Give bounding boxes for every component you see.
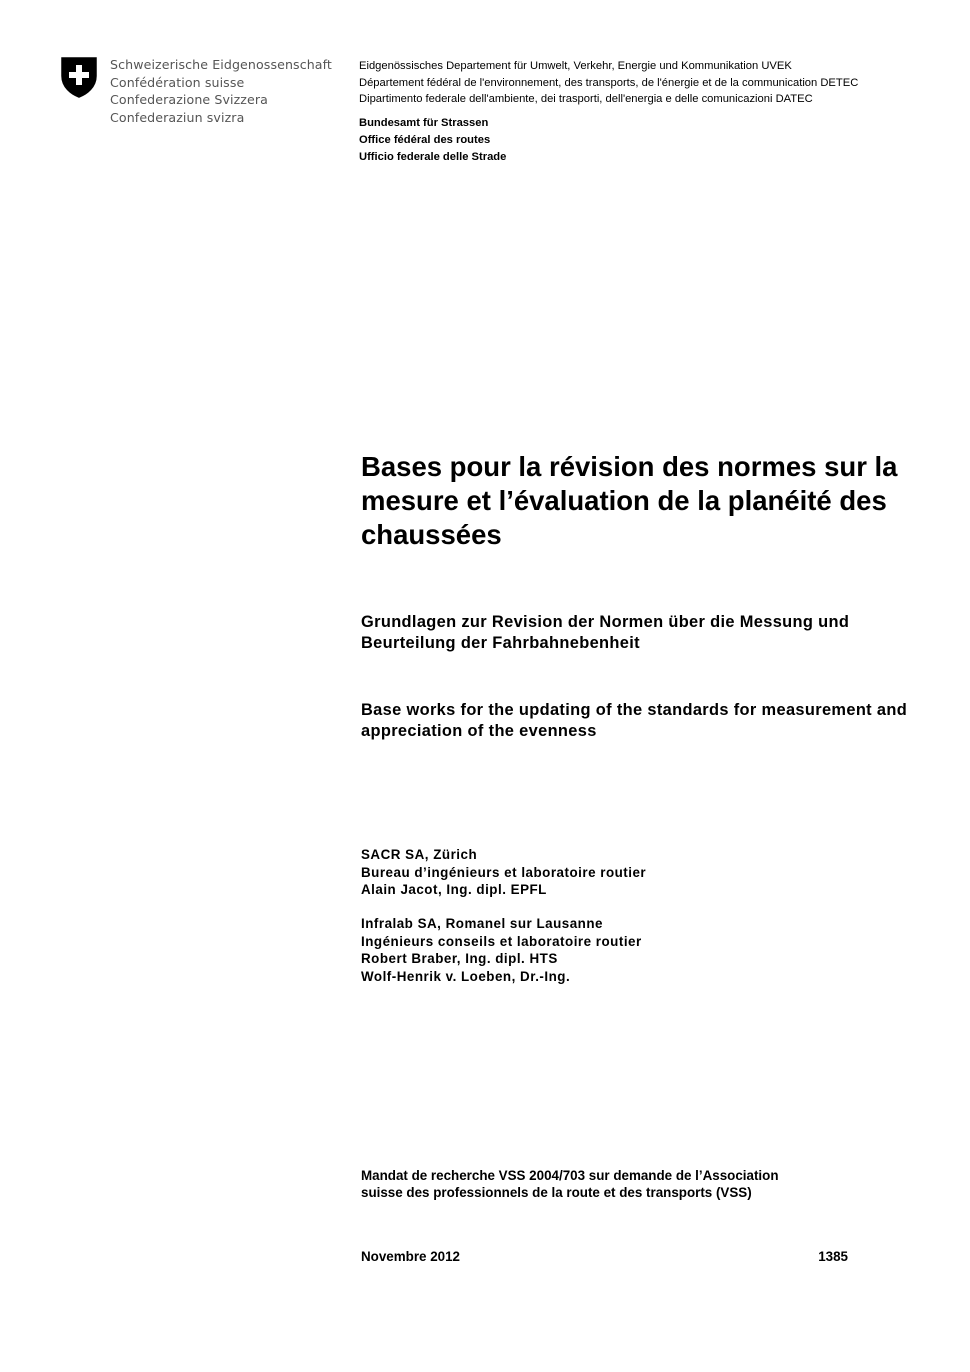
confederation-names bbox=[110, 56, 332, 126]
swiss-cross-shield-icon bbox=[60, 56, 98, 98]
title-german: Grundlagen zur Revision der Normen über die Messung und Beurteilung der Fahrbahnebenheit bbox=[361, 613, 850, 652]
department-line-de: Eidgenössisches Departement für Umwelt, Verkehr, Energie und Kommunikation UVEK bbox=[359, 60, 792, 72]
author-infralab-person-1: Robert Braber, Ing. dipl. HTS bbox=[361, 951, 558, 967]
author-infralab-description: Ingénieurs conseils et laboratoire routier bbox=[361, 933, 642, 949]
title-english: Base works for the updating of the standards for measurement and appreciation of the evenness bbox=[361, 701, 908, 740]
confederation-name-fr: Confédération suisse bbox=[110, 74, 245, 90]
author-sacr-person: Alain Jacot, Ing. dipl. EPFL bbox=[361, 882, 547, 898]
author-infralab-company: Infralab SA, Romanel sur Lausanne bbox=[361, 916, 603, 931]
confederation-name-it: Confederazione Svizzera bbox=[110, 92, 268, 107]
office-line-it: Ufficio federale delle Strade bbox=[359, 150, 507, 163]
author-group-sacr bbox=[361, 846, 921, 899]
author-group-infralab bbox=[361, 915, 921, 985]
mandate-line-2: suisse des professionnels de la route et des transports (VSS) bbox=[361, 1185, 752, 1200]
author-sacr-description: Bureau d’ingénieurs et laboratoire routier bbox=[361, 864, 647, 880]
publication-date: Novembre 2012 bbox=[361, 1249, 460, 1264]
author-infralab-person-2: Wolf-Henrik v. Loeben, Dr.-Ing. bbox=[361, 968, 571, 984]
report-number: 1385 bbox=[818, 1249, 848, 1264]
confederation-name-rm: Confederaziun svizra bbox=[110, 109, 245, 125]
office-line-fr: Office fédéral des routes bbox=[359, 133, 491, 146]
mandate-line-1: Mandat de recherche VSS 2004/703 sur demande de l’Association bbox=[361, 1168, 779, 1183]
department-line-it: Dipartimento federale dell'ambiente, dei trasporti, dell'energia e delle comunicazioni DATEC bbox=[359, 93, 813, 106]
author-sacr-company: SACR SA, Zürich bbox=[361, 847, 478, 862]
office-line-de: Bundesamt für Strassen bbox=[359, 117, 489, 129]
department-block bbox=[359, 58, 858, 108]
federal-logo bbox=[60, 56, 340, 126]
title-french: Bases pour la révision des normes sur la mesure et l’évaluation de la planéité des chaussées bbox=[361, 451, 898, 550]
research-mandate bbox=[361, 1167, 881, 1201]
confederation-name-de: Schweizerische Eidgenossenschaft bbox=[110, 57, 332, 72]
office-block bbox=[359, 115, 506, 165]
department-line-fr: Département fédéral de l'environnement, des transports, de l'énergie et de la communication DETEC bbox=[359, 76, 859, 89]
